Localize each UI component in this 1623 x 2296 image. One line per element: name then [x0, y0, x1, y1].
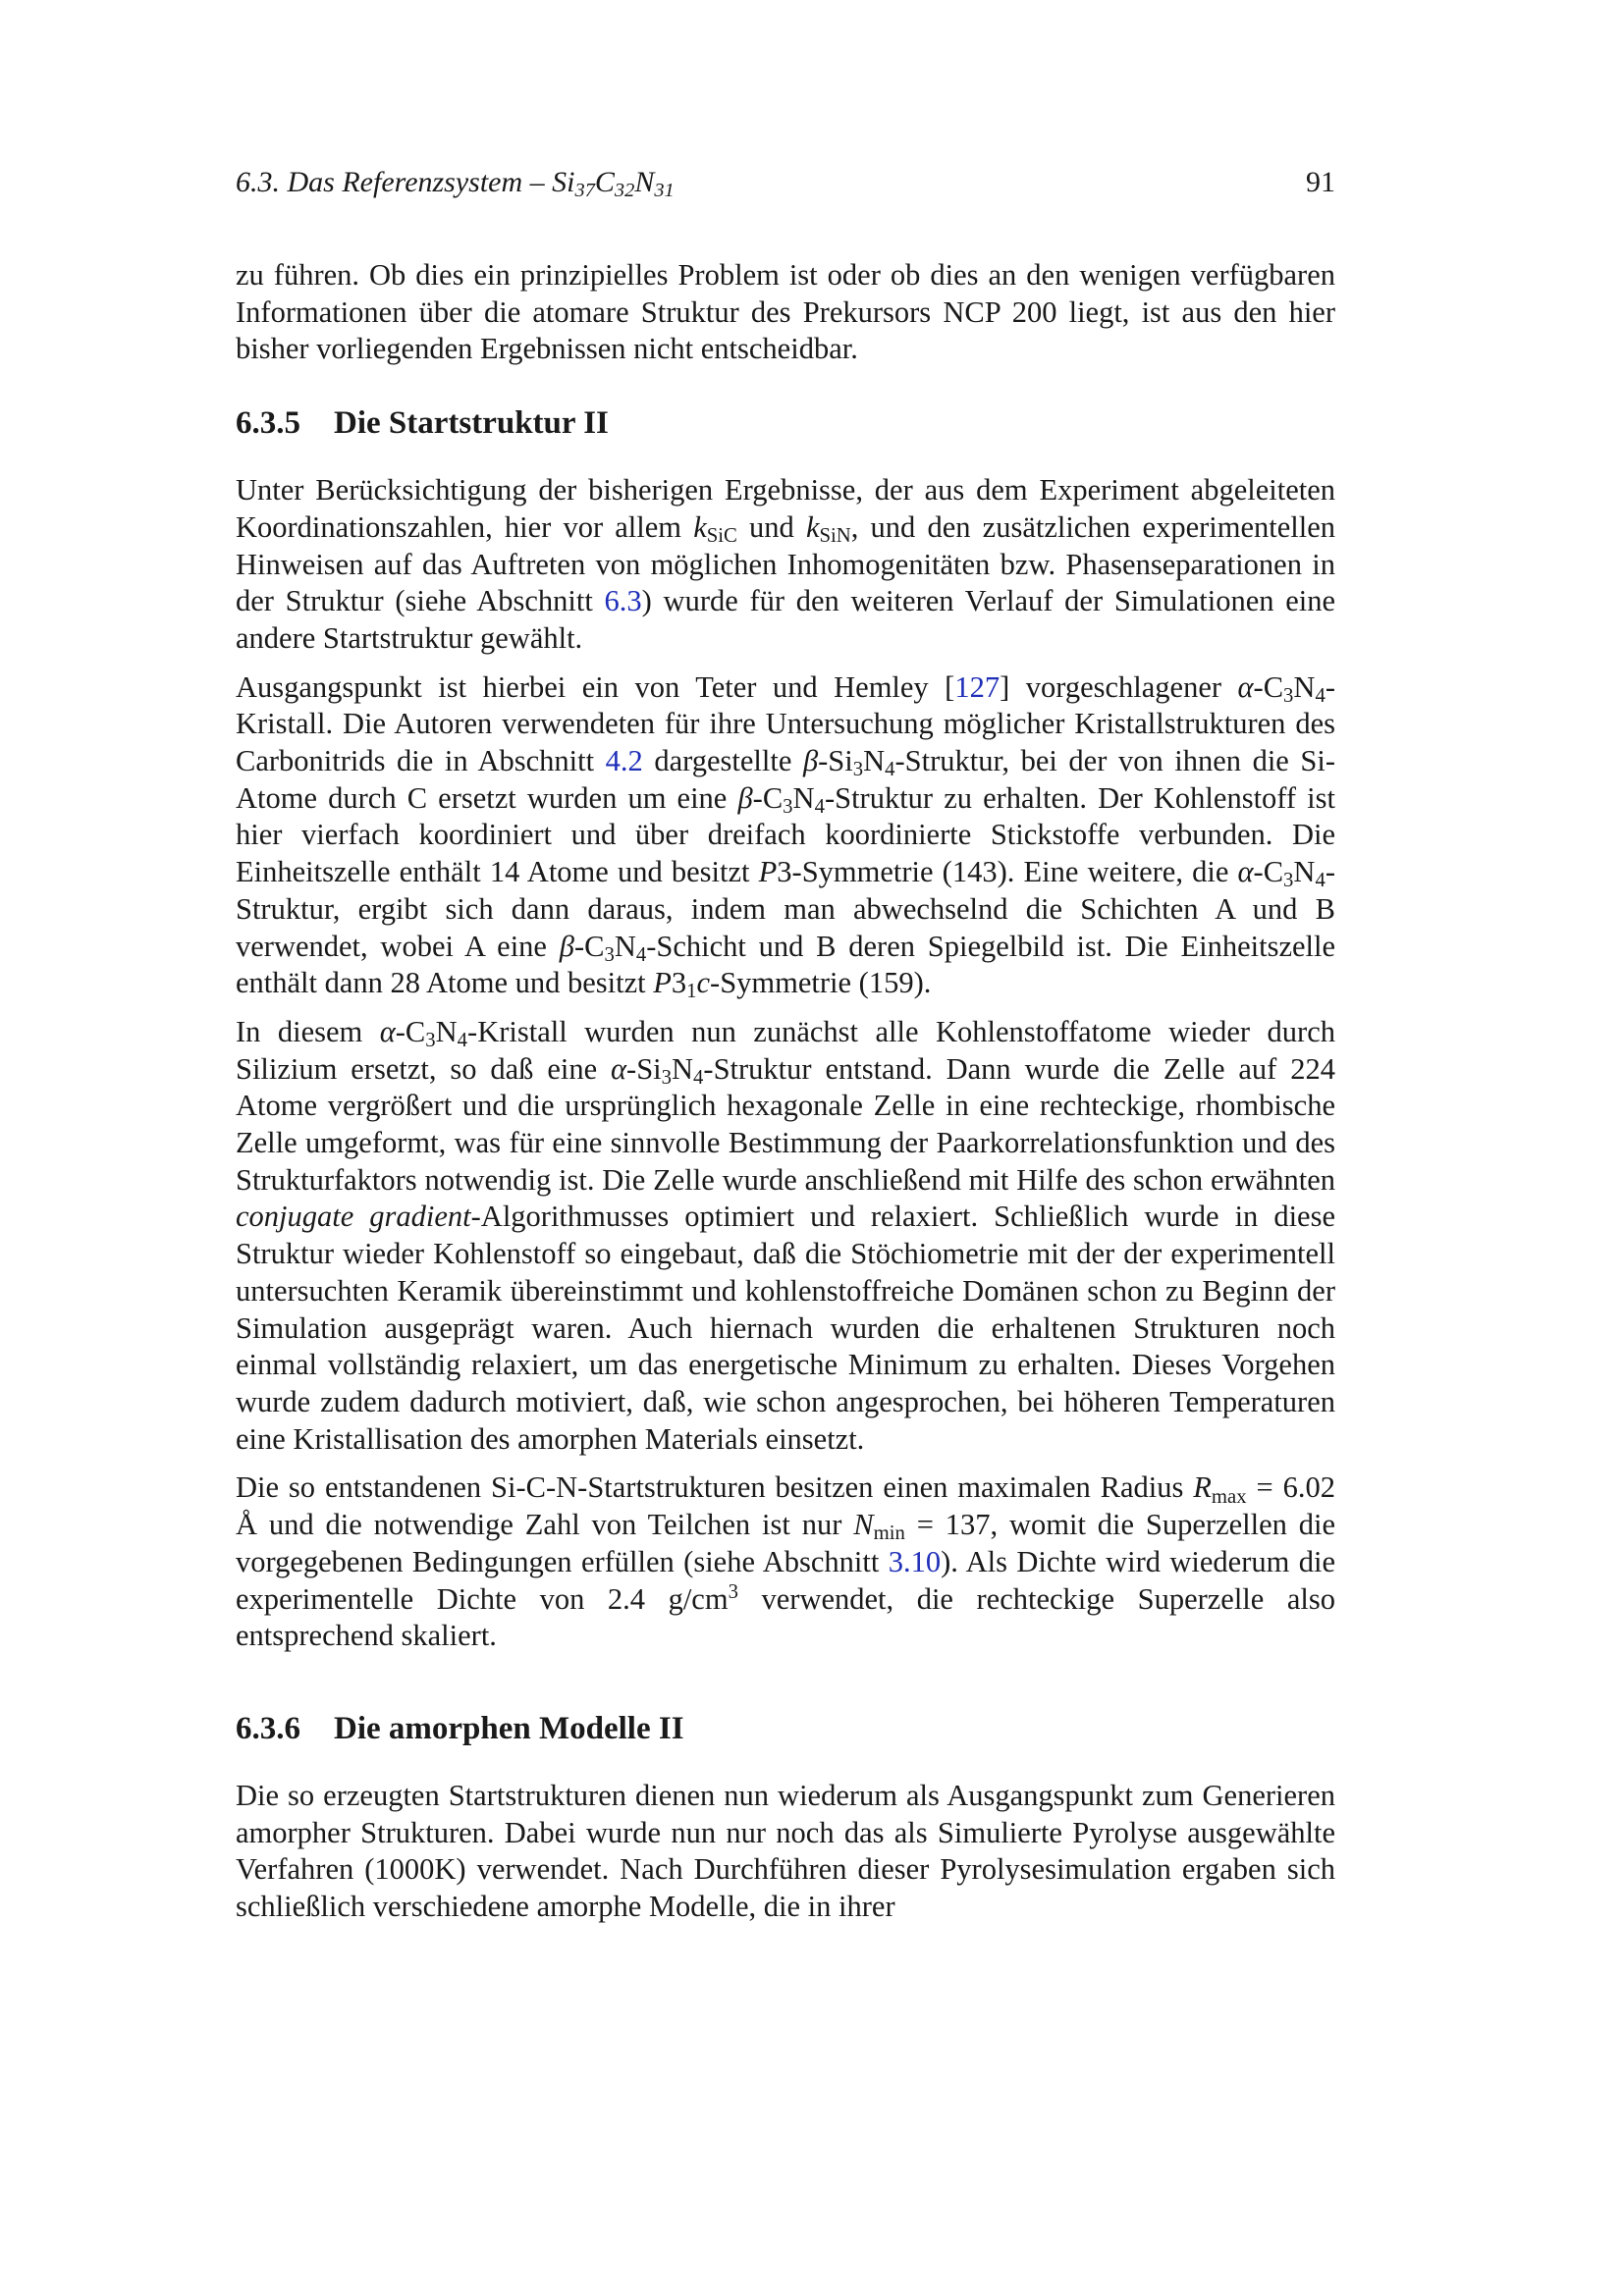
section-title: Die Startstruktur II [334, 405, 609, 442]
section-reference-link[interactable]: 3.10 [888, 1544, 942, 1578]
running-header-title: 6.3. Das Referenzsystem – $Si_{37}C_{32}N_{31}$ [236, 166, 675, 202]
running-header [236, 165, 1335, 200]
paragraph: Ausgangspunkt ist hierbei ein von Teter und Hemley [127] vorgeschlagener $\alpha-C_3N_4$-Kristall. Die Autoren verwendeten für ihre Untersuchung möglicher Kristallstrukturen des Carbonitrids die in Abschnitt 4.2 dargestellte $\beta-Si_3N_4$-Struktur, bei der von ihnen die Si-Atome durch C ersetzt wurden um eine $\beta-C_3N_4$-Struktur zu erhalten. Der Kohlenstoff ist hier vierfach koordiniert und über dreifach koordinierte Stickstoffe verbunden. Die Einheitszelle enthält 14 Atome und besitzt P3-Symmetrie (143). Eine weitere, die $\alpha-C_3N_4$-Struktur, ergibt sich dann daraus, indem man abwechselnd die Schichten A und B verwendet, wobei A eine $\beta-C_3N_4$-Schicht und B deren Spiegelbild ist. Die Einheitszelle enthält dann 28 Atome und besitzt $P3_1c$-Symmetrie (159). [236, 669, 1336, 1003]
section-number: 6.3.5 [236, 405, 300, 442]
section-reference-link[interactable]: 4.2 [605, 744, 643, 778]
paragraph: Die so erzeugten Startstrukturen dienen nun wiederum als Ausgangspunkt zum Generieren amorpher Strukturen. Dabei wurde nun nur noch das als Simulierte Pyrolyse ausgewählte Verfahren (1000K) verwendet. Nach Durchführen dieser Pyrolysesimulation ergaben sich schließlich verschiedene amorphe Modelle, die in ihrer [236, 1778, 1335, 1924]
section-heading [236, 403, 1335, 443]
paragraph: zu führen. Ob dies ein prinzipielles Problem ist oder ob dies an den wenigen verfügbaren Informationen über die atomare Struktur des Prekursors NCP 200 liegt, ist aus den hier bisher vorliegenden Ergebnissen nicht entscheidbar. [236, 258, 1335, 366]
section-title: Die amorphen Modelle II [334, 1710, 684, 1746]
section-number: 6.3.6 [236, 1710, 300, 1746]
section-reference-link[interactable]: 6.3 [604, 584, 642, 618]
citation-link[interactable]: 127 [954, 669, 1001, 704]
page-number: 91 [1306, 166, 1335, 198]
body-text [236, 257, 1335, 1938]
paragraph: Die so entstandenen Si-C-N-Startstrukturen besitzen einen maximalen Radius $R_{max} = 6.02$ Å und die notwendige Zahl von Teilchen ist nur $N_{min} = 137$, womit die Superzellen die vorgegebenen Bedingungen erfüllen (siehe Abschnitt 3.10). Als Dichte wird wiederum die experimentelle Dichte von 2.4 $g/cm^3$ verwendet, die rechteckige Superzelle also entsprechend skaliert. [236, 1470, 1336, 1653]
paragraph: In diesem $\alpha-C_3N_4$-Kristall wurden nun zunächst alle Kohlenstoffatome wieder durch Silizium ersetzt, so daß eine $\alpha-Si_3N_4$-Struktur entstand. Dann wurde die Zelle auf 224 Atome vergrößert und die ursprünglich hexagonale Zelle in eine rechteckige, rhombische Zelle umgeformt, was für eine sinnvolle Bestimmung der Paarkorrelationsfunktion und des Strukturfaktors notwendig ist. Die Zelle wurde anschließend mit Hilfe des schon erwähnten conjugate gradient-Algorithmusses optimiert und relaxiert. Schließlich wurde in diese Struktur wieder Kohlenstoff so eingebaut, daß die Stöchiometrie mit der der experimentell untersuchten Keramik übereinstimmt und kohlenstoffreiche Domänen schon zu Beginn der Simulation ausgeprägt waren. Auch hiernach wurden die erhaltenen Strukturen noch einmal vollständig relaxiert, um das energetische Minimum zu erhalten. Dieses Vorgehen wurde zudem dadurch motiviert, daß, wie schon angesprochen, bei höheren Temperaturen eine Kristallisation des amorphen Materials einsetzt. [236, 1014, 1335, 1456]
section-heading [236, 1709, 1335, 1748]
paragraph: Unter Berücksichtigung der bisherigen Ergebnisse, der aus dem Experiment abgeleiteten Koordinationszahlen, hier vor allem $k_{SiC}$ und $k_{SiN}$, und den zusätzlichen experimentellen Hinweisen auf das Auftreten von möglichen Inhomogenitäten bzw. Phasenseparationen in der Struktur (siehe Abschnitt 6.3) wurde für den weiteren Verlauf der Simulationen eine andere Startstruktur gewählt. [236, 473, 1336, 655]
